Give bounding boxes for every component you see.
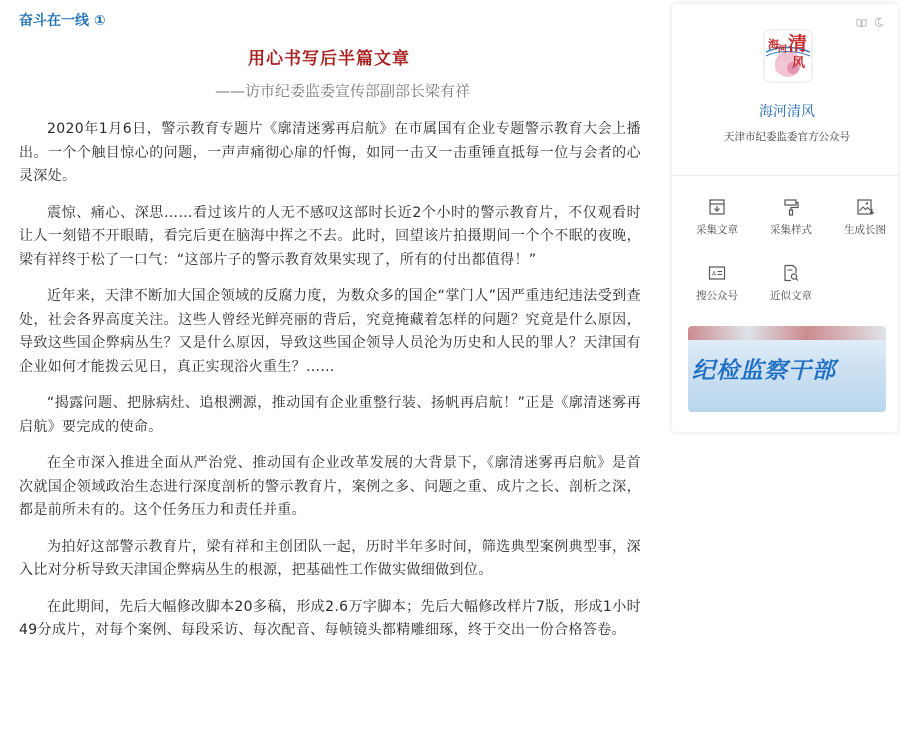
generate-long-image-label: 生成长图 (844, 224, 886, 236)
article-paragraph: 在全市深入推进全面从严治党、推动国有企业改革发展的大背景下，《廓清迷雾再启航》是首次就国企领域政治生态进行深度剖析的警示教育片，案例之多、问题之重、成片之长、剖析之深，都是前所未有的。这个任务压力和责任并重。 (19, 455, 641, 518)
moon-icon[interactable] (873, 17, 884, 28)
search-account-label: 搜公众号 (696, 290, 738, 302)
banner-text: 纪检监察干部 (692, 358, 836, 384)
svg-text:A: A (712, 270, 717, 278)
similar-articles-label: 近似文章 (770, 290, 812, 302)
banner-decoration (688, 326, 886, 340)
account-name[interactable]: 海河清风 (759, 104, 815, 120)
search-account-button[interactable] (684, 264, 750, 303)
collect-article-button[interactable] (684, 198, 750, 237)
article-paragraph: 在此期间，先后大幅修改脚本20多稿，形成2.6万字脚本；先后大幅修改样片7版，形成1小时49分成片，对每个案例、每段采访、每次配音、每帧镜头都精雕细琢，终于交出一份合格答卷。 (19, 598, 641, 638)
generate-long-image-button[interactable] (832, 198, 898, 237)
collect-article-label: 采集文章 (696, 224, 738, 236)
long-image-icon (856, 198, 874, 216)
id-card-icon (708, 264, 726, 282)
article-paragraph: 为拍好这部警示教育片，梁有祥和主创团队一起，历时半年多时间，筛选典型案例典型事，深入比对分析导致天津国企弊病丛生的根源，把基础性工作做实做细做到位。 (19, 538, 641, 578)
similar-articles-button[interactable] (758, 264, 824, 303)
book-icon[interactable] (856, 17, 867, 28)
paint-roller-icon (782, 198, 800, 216)
section-tag: 奋斗在一线 ① (19, 13, 106, 29)
account-side-panel (672, 4, 898, 432)
article-paragraph: 2020年1月6日，警示教育专题片《廓清迷雾再启航》在市属国有企业专题警示教育大会上播出。一个个触目惊心的问题，一声声痛彻心扉的忏悔，如同一击又一击重锤直抵每一位与会者的心灵深处。 (19, 121, 641, 184)
collect-style-label: 采集样式 (770, 224, 812, 236)
panel-divider (672, 175, 898, 176)
account-description: 天津市纪委监委官方公众号 (724, 131, 850, 143)
logo-char: 风 (792, 56, 806, 71)
article-headline: 用心书写后半篇文章 (248, 49, 410, 69)
article-paragraph: 震惊、痛心、深思……看过该片的人无不感叹这部时长近2个小时的警示教育片，不仅观看时让人一刻错不开眼睛，看完后更在脑海中挥之不去。此时，回望该片拍摄期间一个个不眠的夜晚，梁有祥终于松了一口气：“这部片子的警示教育效果实现了，所有的付出都值得！” (19, 204, 641, 268)
article-subheadline: ——访市纪委监委宣传部副部长梁有祥 (214, 82, 470, 100)
account-logo-graphic (760, 26, 816, 86)
collect-style-button[interactable] (758, 198, 824, 237)
account-logo[interactable] (760, 26, 816, 86)
article-paragraph: 近年来，天津不断加大国企领域的反腐力度，为数众多的国企“掌门人”因严重违纪违法受到查处，社会各界高度关注。这些人曾经光鲜亮丽的背后，究竟掩藏着怎样的问题？究竟是什么原因，导致这些国企弊病丛生？又是什么原因，导致这些国企领导人员沦为历史和人民的罪人？天津国有企业如何才能拨云见日，真正实现浴火重生？…… (19, 288, 641, 375)
logo-char: 河 (778, 45, 788, 55)
logo-char: 海 (768, 38, 779, 51)
document-search-icon (782, 264, 800, 282)
collect-article-icon (708, 198, 726, 216)
logo-char: 清 (788, 33, 808, 55)
panel-top-icons (856, 17, 884, 28)
article-paragraph: “揭露问题、把脉病灶、追根溯源，推动国有企业重整行装、扬帆再启航！”正是《廓清迷雾再启航》要完成的使命。 (19, 395, 641, 435)
promo-banner[interactable] (688, 326, 886, 412)
article-body (19, 118, 641, 656)
